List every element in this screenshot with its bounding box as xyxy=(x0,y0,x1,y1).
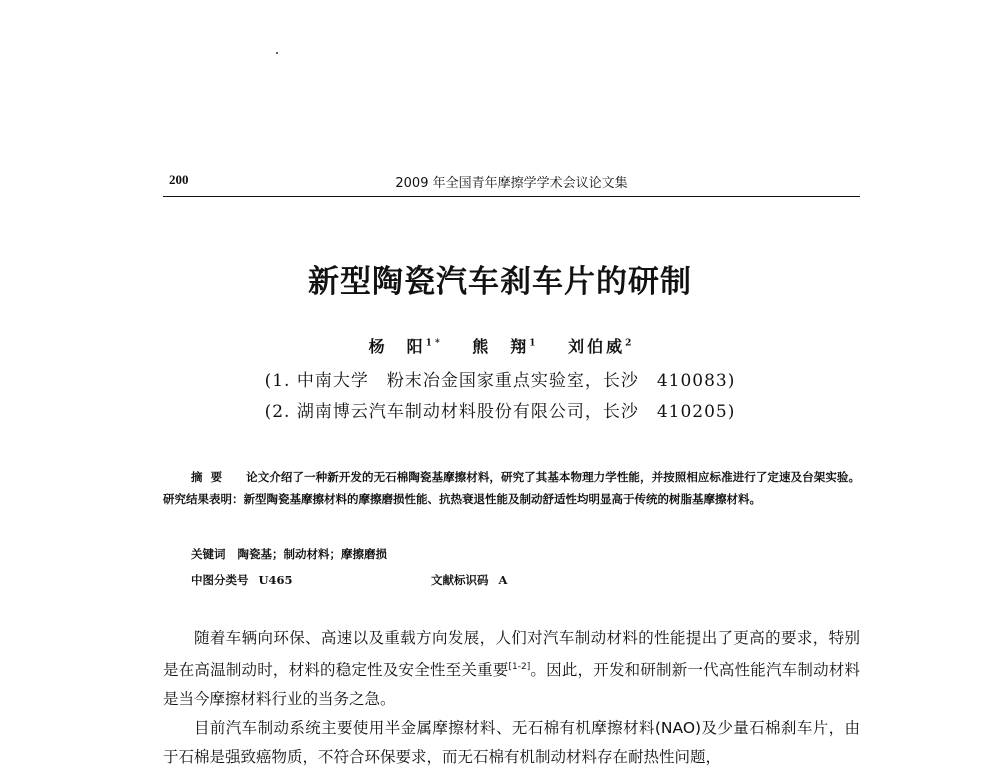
abstract-text: 论文介绍了一种新开发的无石棉陶瓷基摩擦材料，研究了其基本物理力学性能，并按照相应标准进行了定速及台架实验。研究结果表明：新型陶瓷基摩擦材料的摩擦磨损性能、抗热衰退性能及制动舒适性均明显高于传统的树脂基摩擦材料。 xyxy=(163,470,860,506)
abstract xyxy=(163,466,860,510)
classification-line xyxy=(191,572,691,588)
author: 熊 翔$^1$ xyxy=(472,337,536,356)
abstract-label: 摘要 xyxy=(191,470,231,484)
citation: [1-2] xyxy=(508,662,531,672)
doc-code-label: 文献标识码 xyxy=(431,573,489,587)
author-list xyxy=(0,334,1000,357)
affiliation: (2. 湖南博云汽车制动材料股份有限公司，长沙 410205) xyxy=(264,402,736,422)
doc-code xyxy=(431,572,507,588)
clc-value: U465 xyxy=(258,573,293,587)
affiliation: (1. 中南大学 粉末冶金国家重点实验室，长沙 410083) xyxy=(264,371,736,391)
paper-title: 新型陶瓷汽车刹车片的研制 xyxy=(308,264,692,300)
author: 刘伯威$^2$ xyxy=(568,337,632,356)
paragraph: 目前汽车制动系统主要使用半金属摩擦材料、无石棉有机摩擦材料(NAO)及少量石棉刹车片，由于石棉是强致癌物质，不符合环保要求，而无石棉有机制动材料存在耐热性问题， xyxy=(163,719,860,767)
author: 杨 阳$^{1 *}$ xyxy=(368,337,440,356)
clc-label: 中图分类号 xyxy=(191,573,249,587)
body-text xyxy=(163,624,860,772)
journal-title: 2009 年全国青年摩擦学学术会议论文集 xyxy=(395,176,628,191)
paragraph: 随着车辆向环保、高速以及重载方向发展，人们对汽车制动材料的性能提出了更高的要求，特别是在高温制动时，材料的稳定性及安全性至关重要[1-2]。因此，开发和研制新一代高性能汽车制动材料是当今摩擦材料行业的当务之急。 xyxy=(163,629,860,709)
keywords-text: 陶瓷基；制动材料；摩擦磨损 xyxy=(237,547,387,561)
scan-speck xyxy=(276,52,278,54)
keywords-label: 关键词 xyxy=(191,547,226,561)
running-header xyxy=(163,172,860,197)
keywords xyxy=(191,546,387,562)
doc-code-value: A xyxy=(498,573,508,587)
page-number: 200 xyxy=(169,172,189,187)
